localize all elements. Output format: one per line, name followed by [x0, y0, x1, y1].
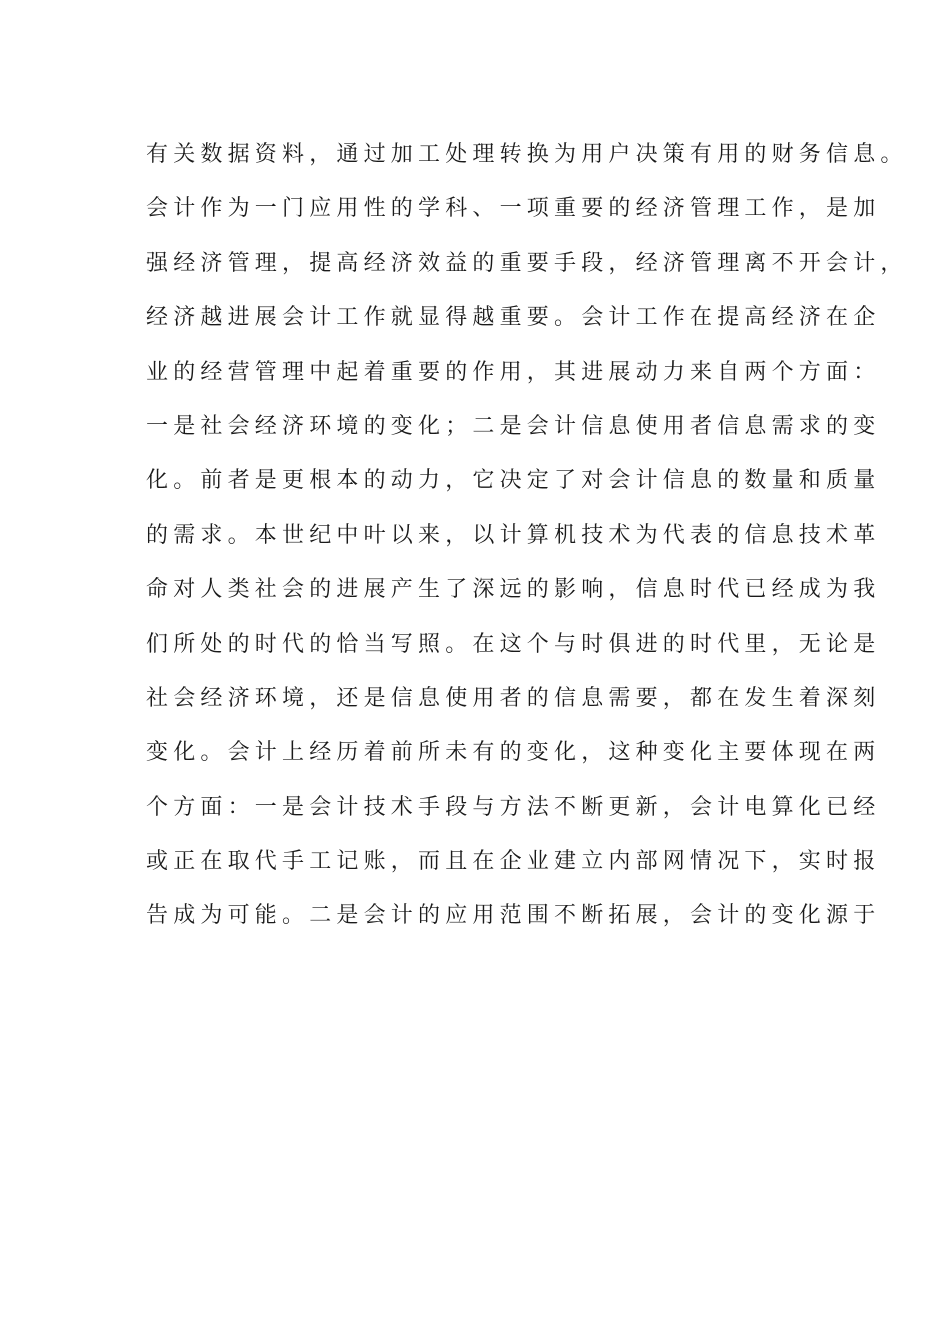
- text-line-13: 个方面：一是会计技术手段与方法不断更新，会计电算化已经: [146, 794, 881, 820]
- text-line-3: 强经济管理，提高经济效益的重要手段，经济管理离不开会计，: [146, 250, 908, 276]
- text-line-6: 一是社会经济环境的变化；二是会计信息使用者信息需求的变: [146, 413, 881, 439]
- text-line-5: 业的经营管理中起着重要的作用，其进展动力来自两个方面：: [146, 359, 881, 385]
- text-line-11: 社会经济环境，还是信息使用者的信息需要，都在发生着深刻: [146, 685, 881, 711]
- text-line-12: 变化。会计上经历着前所未有的变化，这种变化主要体现在两: [146, 740, 881, 766]
- text-line-7: 化。前者是更根本的动力，它决定了对会计信息的数量和质量: [146, 468, 881, 494]
- text-line-1: 有关数据资料，通过加工处理转换为用户决策有用的财务信息。: [146, 142, 908, 167]
- text-line-15: 告成为可能。二是会计的应用范围不断拓展，会计的变化源于: [146, 903, 881, 929]
- text-line-8: 的需求。本世纪中叶以来，以计算机技术为代表的信息技术革: [146, 522, 881, 548]
- text-line-9: 命对人类社会的进展产生了深远的影响，信息时代已经成为我: [146, 577, 881, 603]
- text-line-14: 或正在取代手工记账，而且在企业建立内部网情况下，实时报: [146, 849, 881, 875]
- text-line-4: 经济越进展会计工作就显得越重要。会计工作在提高经济在企: [146, 305, 881, 331]
- body-text: [146, 128, 908, 944]
- text-line-2: 会计作为一门应用性的学科、一项重要的经济管理工作，是加: [146, 196, 881, 222]
- text-line-10: 们所处的时代的恰当写照。在这个与时俱进的时代里，无论是: [146, 631, 881, 657]
